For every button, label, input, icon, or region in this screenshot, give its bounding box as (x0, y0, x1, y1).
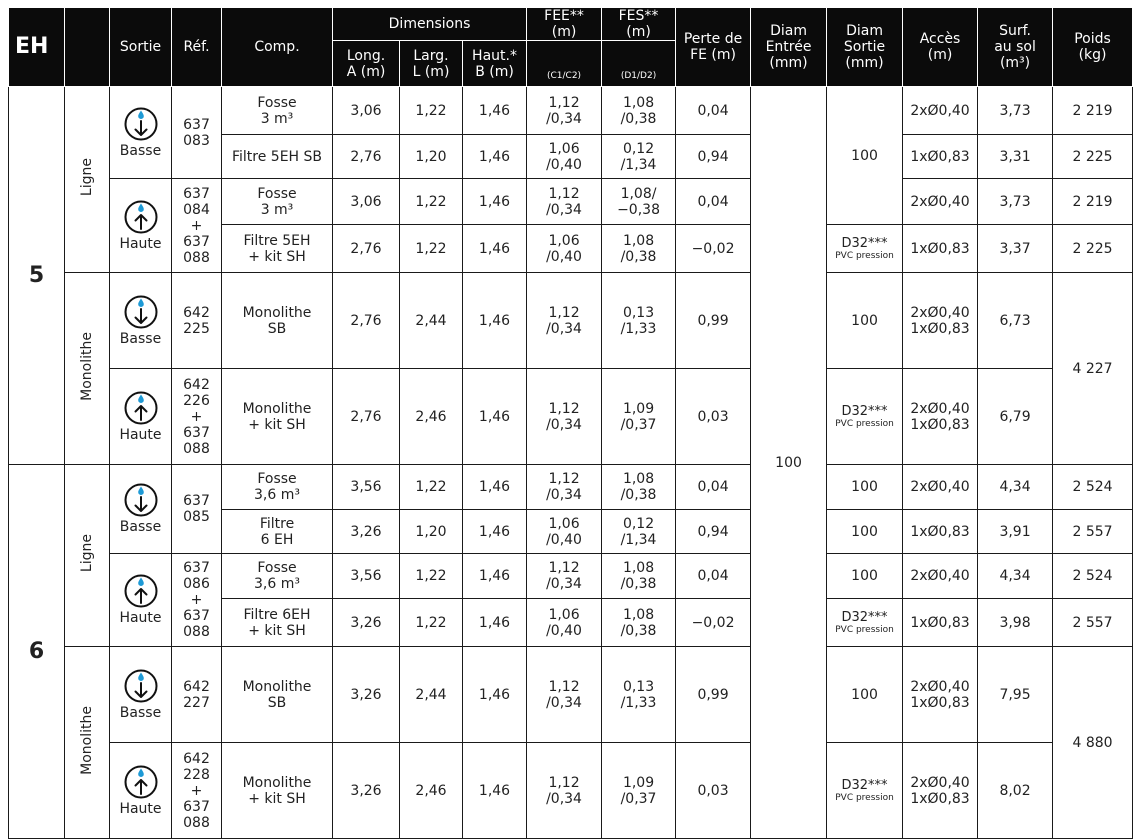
fee-cell: 1,06 /0,40 (527, 135, 602, 179)
haut-cell: 1,46 (463, 179, 527, 225)
perte-cell: 0,04 (676, 554, 751, 599)
larg-cell: 1,22 (400, 465, 463, 510)
ref-cell: 637 084 + 637 088 (172, 179, 222, 273)
table-body (9, 87, 1133, 839)
perte-cell: 0,99 (676, 647, 751, 743)
long-cell: 3,26 (333, 743, 400, 839)
comp-cell: Fosse 3 m³ (222, 87, 333, 135)
type-cell (65, 465, 110, 647)
fes-cell: 1,08 /0,38 (602, 554, 676, 599)
ref-cell: 637 085 (172, 465, 222, 554)
sortie-cell (110, 369, 172, 465)
larg-cell: 1,22 (400, 554, 463, 599)
poids-cell: 2 524 (1053, 554, 1133, 599)
long-cell: 3,26 (333, 510, 400, 554)
haut-cell: 1,46 (463, 599, 527, 647)
comp-cell: Monolithe + kit SH (222, 369, 333, 465)
table-row (9, 554, 1133, 599)
type-label: Ligne (79, 534, 95, 573)
sortie-cell (110, 273, 172, 369)
larg-cell: 1,22 (400, 179, 463, 225)
type-cell (65, 273, 110, 465)
poids-cell: 4 227 (1053, 273, 1133, 465)
header-perte: Perte de FE (m) (676, 8, 751, 87)
fes-cell: 0,13 /1,33 (602, 273, 676, 369)
long-cell: 3,26 (333, 647, 400, 743)
sortie-cell (110, 743, 172, 839)
haut-cell: 1,46 (463, 369, 527, 465)
header-diam-entree: Diam Entrée (mm) (751, 8, 827, 87)
eh-value: 6 (9, 465, 65, 839)
long-cell: 3,06 (333, 179, 400, 225)
haut-cell: 1,46 (463, 510, 527, 554)
acces-cell: 1xØ0,83 (903, 510, 978, 554)
table-row (9, 743, 1133, 839)
fee-cell: 1,06 /0,40 (527, 599, 602, 647)
long-cell: 3,26 (333, 599, 400, 647)
haut-cell: 1,46 (463, 647, 527, 743)
diam-sortie-cell: 100 (827, 273, 903, 369)
sortie-label: Basse (119, 330, 162, 347)
fee-cell: 1,12 /0,34 (527, 554, 602, 599)
sortie-label: Haute (119, 800, 162, 817)
sortie-cell (110, 465, 172, 554)
header-fee-sub: (C1/C2) (527, 41, 602, 87)
larg-cell: 2,44 (400, 647, 463, 743)
header-haut: Haut.* B (m) (463, 41, 527, 87)
perte-cell: −0,02 (676, 225, 751, 273)
acces-cell: 2xØ0,40 1xØ0,83 (903, 743, 978, 839)
haut-cell: 1,46 (463, 554, 527, 599)
haut-cell: 1,46 (463, 743, 527, 839)
outlet-low-icon (124, 669, 158, 703)
surf-cell: 8,02 (978, 743, 1053, 839)
fes-cell: 1,08/ −0,38 (602, 179, 676, 225)
sortie-label: Haute (119, 426, 162, 443)
fee-cell: 1,06 /0,40 (527, 225, 602, 273)
d32-label: D32*** (841, 609, 888, 625)
surf-cell: 6,73 (978, 273, 1053, 369)
surf-cell: 3,31 (978, 135, 1053, 179)
fes-cell: 0,13 /1,33 (602, 647, 676, 743)
table-row (9, 647, 1133, 743)
perte-cell: 0,04 (676, 465, 751, 510)
sortie-cell (110, 179, 172, 273)
poids-cell: 2 557 (1053, 599, 1133, 647)
comp-cell: Filtre 5EH + kit SH (222, 225, 333, 273)
table-row (9, 87, 1133, 135)
type-cell (65, 87, 110, 273)
long-cell: 2,76 (333, 135, 400, 179)
diam-sortie-cell: 100 (827, 510, 903, 554)
larg-cell: 1,20 (400, 510, 463, 554)
fes-cell: 1,08 /0,38 (602, 465, 676, 510)
perte-cell: 0,04 (676, 87, 751, 135)
perte-cell: 0,94 (676, 510, 751, 554)
larg-cell: 1,22 (400, 599, 463, 647)
poids-cell: 2 524 (1053, 465, 1133, 510)
ref-cell: 642 225 (172, 273, 222, 369)
fee-cell: 1,12 /0,34 (527, 743, 602, 839)
acces-cell: 1xØ0,83 (903, 135, 978, 179)
fes-cell: 1,08 /0,38 (602, 225, 676, 273)
sortie-label: Basse (119, 519, 162, 535)
acces-cell: 2xØ0,40 (903, 87, 978, 135)
comp-cell: Fosse 3,6 m³ (222, 554, 333, 599)
sortie-label: Basse (119, 704, 162, 721)
header-sortie: Sortie (110, 8, 172, 87)
table-row (9, 179, 1133, 225)
long-cell: 3,56 (333, 554, 400, 599)
perte-cell: 0,03 (676, 369, 751, 465)
fes-cell: 1,08 /0,38 (602, 87, 676, 135)
perte-cell: 0,94 (676, 135, 751, 179)
ref-cell: 642 227 (172, 647, 222, 743)
sortie-cell (110, 87, 172, 179)
perte-cell: −0,02 (676, 599, 751, 647)
type-label: Monolithe (79, 706, 95, 775)
ref-cell: 642 226 + 637 088 (172, 369, 222, 465)
table-row (9, 465, 1133, 510)
diam-sortie-cell: 100 (827, 465, 903, 510)
diam-entree-cell: 100 (751, 87, 827, 839)
diam-sortie-cell: 100 (827, 647, 903, 743)
sortie-cell (110, 554, 172, 647)
header-fes: FES** (m) (602, 8, 676, 41)
surf-cell: 7,95 (978, 647, 1053, 743)
poids-cell: 2 225 (1053, 225, 1133, 273)
perte-cell: 0,04 (676, 179, 751, 225)
comp-cell: Filtre 5EH SB (222, 135, 333, 179)
fee-cell: 1,12 /0,34 (527, 179, 602, 225)
ref-cell: 637 086 + 637 088 (172, 554, 222, 647)
outlet-high-icon (124, 391, 158, 425)
sortie-cell (110, 647, 172, 743)
diam-sortie-cell: 100 (827, 554, 903, 599)
fes-cell: 0,12 /1,34 (602, 510, 676, 554)
d32-label: D32*** (841, 777, 888, 793)
type-label: Monolithe (79, 332, 95, 401)
header-dimensions: Dimensions (333, 8, 527, 41)
acces-cell: 2xØ0,40 1xØ0,83 (903, 647, 978, 743)
surf-cell: 4,34 (978, 554, 1053, 599)
poids-cell: 2 225 (1053, 135, 1133, 179)
surf-cell: 3,73 (978, 179, 1053, 225)
surf-cell: 3,37 (978, 225, 1053, 273)
header-poids: Poids (kg) (1053, 8, 1133, 87)
comp-cell: Monolithe SB (222, 273, 333, 369)
fee-cell: 1,12 /0,34 (527, 273, 602, 369)
comp-cell: Monolithe + kit SH (222, 743, 333, 839)
pvc-label: PVC pression (835, 250, 894, 261)
table-row (9, 273, 1133, 369)
ref-cell: 637 083 (172, 87, 222, 179)
perte-cell: 0,03 (676, 743, 751, 839)
poids-cell: 2 557 (1053, 510, 1133, 554)
fes-cell: 1,08 /0,38 (602, 599, 676, 647)
comp-cell: Fosse 3,6 m³ (222, 465, 333, 510)
eh-value: 5 (9, 87, 65, 465)
comp-cell: Fosse 3 m³ (222, 179, 333, 225)
long-cell: 3,06 (333, 87, 400, 135)
acces-cell: 2xØ0,40 1xØ0,83 (903, 273, 978, 369)
comp-cell: Monolithe SB (222, 647, 333, 743)
comp-cell: Filtre 6 EH (222, 510, 333, 554)
larg-cell: 1,20 (400, 135, 463, 179)
sortie-label: Haute (119, 235, 162, 252)
fee-cell: 1,12 /0,34 (527, 369, 602, 465)
comp-cell: Filtre 6EH + kit SH (222, 599, 333, 647)
type-cell (65, 647, 110, 839)
haut-cell: 1,46 (463, 87, 527, 135)
larg-cell: 2,46 (400, 743, 463, 839)
poids-cell: 4 880 (1053, 647, 1133, 839)
fee-cell: 1,12 /0,34 (527, 465, 602, 510)
larg-cell: 1,22 (400, 225, 463, 273)
haut-cell: 1,46 (463, 225, 527, 273)
outlet-high-icon (124, 765, 158, 799)
header-empty (65, 8, 110, 87)
long-cell: 3,56 (333, 465, 400, 510)
outlet-low-icon (124, 295, 158, 329)
header-comp: Comp. (222, 8, 333, 87)
perte-cell: 0,99 (676, 273, 751, 369)
outlet-high-icon (124, 574, 158, 608)
table-row (9, 369, 1133, 465)
diam-sortie-cell (827, 743, 903, 839)
type-label: Ligne (79, 158, 95, 197)
fee-cell: 1,12 /0,34 (527, 87, 602, 135)
haut-cell: 1,46 (463, 465, 527, 510)
header-eh: EH (9, 8, 65, 87)
acces-cell: 1xØ0,83 (903, 599, 978, 647)
long-cell: 2,76 (333, 273, 400, 369)
header-fee: FEE** (m) (527, 8, 602, 41)
sortie-label: Basse (119, 142, 162, 159)
fes-cell: 1,09 /0,37 (602, 743, 676, 839)
spec-table (8, 7, 1133, 839)
diam-sortie-cell (827, 599, 903, 647)
acces-cell: 2xØ0,40 (903, 179, 978, 225)
diam-sortie-cell (827, 369, 903, 465)
haut-cell: 1,46 (463, 135, 527, 179)
fes-cell: 1,09 /0,37 (602, 369, 676, 465)
pvc-label: PVC pression (835, 624, 894, 635)
acces-cell: 1xØ0,83 (903, 225, 978, 273)
sortie-label: Haute (119, 610, 162, 626)
header-surf: Surf. au sol (m³) (978, 8, 1053, 87)
haut-cell: 1,46 (463, 273, 527, 369)
poids-cell: 2 219 (1053, 87, 1133, 135)
surf-cell: 6,79 (978, 369, 1053, 465)
pvc-label: PVC pression (835, 792, 894, 803)
acces-cell: 2xØ0,40 (903, 554, 978, 599)
fee-cell: 1,12 /0,34 (527, 647, 602, 743)
surf-cell: 3,73 (978, 87, 1053, 135)
long-cell: 2,76 (333, 369, 400, 465)
surf-cell: 4,34 (978, 465, 1053, 510)
poids-cell: 2 219 (1053, 179, 1133, 225)
outlet-high-icon (124, 200, 158, 234)
fee-cell: 1,06 /0,40 (527, 510, 602, 554)
outlet-low-icon (124, 483, 158, 517)
acces-cell: 2xØ0,40 (903, 465, 978, 510)
surf-cell: 3,98 (978, 599, 1053, 647)
long-cell: 2,76 (333, 225, 400, 273)
surf-cell: 3,91 (978, 510, 1053, 554)
header-acces: Accès (m) (903, 8, 978, 87)
d32-label: D32*** (841, 235, 888, 251)
larg-cell: 2,46 (400, 369, 463, 465)
pvc-label: PVC pression (835, 418, 894, 429)
d32-label: D32*** (841, 403, 888, 419)
diam-sortie-cell (827, 225, 903, 273)
header-fes-sub: (D1/D2) (602, 41, 676, 87)
header-larg: Larg. L (m) (400, 41, 463, 87)
diam-sortie-cell: 100 (827, 87, 903, 225)
fes-cell: 0,12 /1,34 (602, 135, 676, 179)
acces-cell: 2xØ0,40 1xØ0,83 (903, 369, 978, 465)
header-long: Long. A (m) (333, 41, 400, 87)
larg-cell: 1,22 (400, 87, 463, 135)
ref-cell: 642 228 + 637 088 (172, 743, 222, 839)
outlet-low-icon (124, 107, 158, 141)
header-ref: Réf. (172, 8, 222, 87)
larg-cell: 2,44 (400, 273, 463, 369)
header-diam-sortie: Diam Sortie (mm) (827, 8, 903, 87)
